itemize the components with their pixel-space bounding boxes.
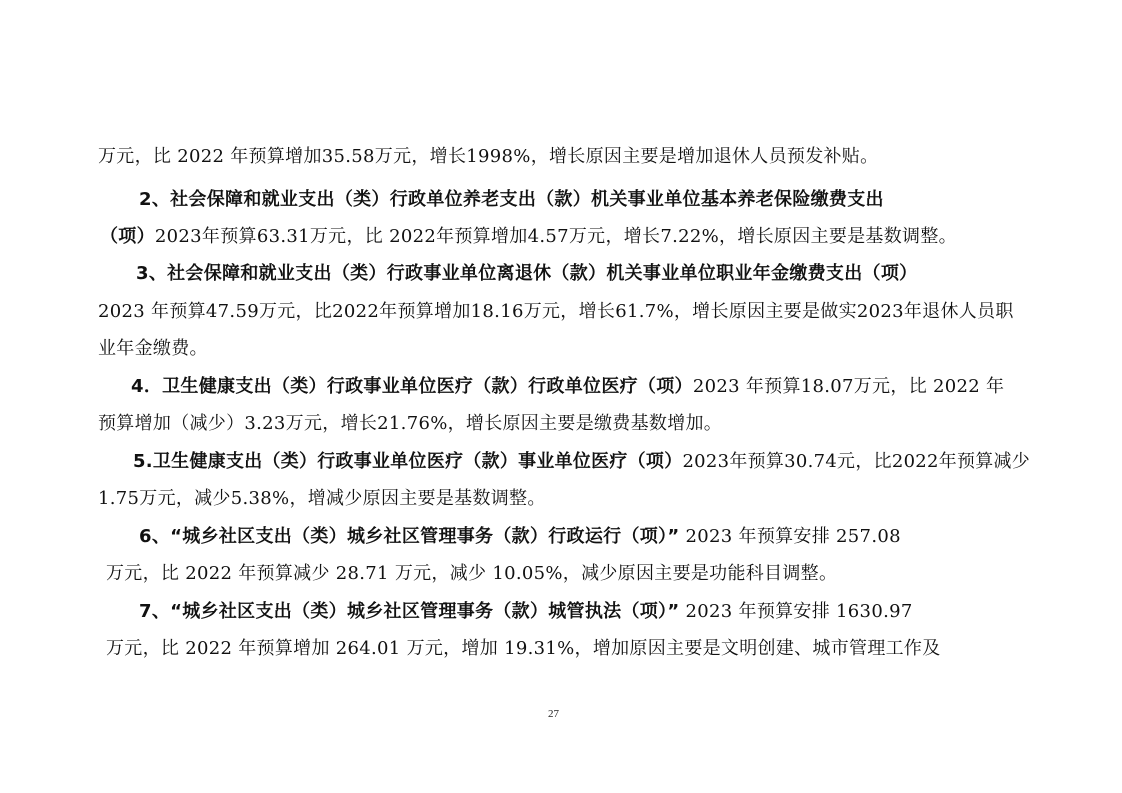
paragraph-line: 业年金缴费。 xyxy=(98,338,208,359)
paragraph-line: 万元，比 2022 年预算增加35.58万元，增长1998%，增长原因主要是增加退休人员预发补贴。 xyxy=(98,146,879,167)
paragraph-line: 4．卫生健康支出（类）行政事业单位医疗（款）行政单位医疗（项）2023 年预算18.07万元，比 2022 年 xyxy=(131,376,1005,397)
paragraph-heading: 2、社会保障和就业支出（类）行政单位养老支出（款）机关事业单位基本养老保险缴费支出 xyxy=(139,189,884,210)
paragraph-line: （项）2023年预算63.31万元，比 2022年预算增加4.57万元，增长7.22%，增长原因主要是基数调整。 xyxy=(100,226,957,247)
paragraph-line: 2023 年预算47.59万元，比2022年预算增加18.16万元，增长61.7%，增长原因主要是做实2023年退休人员职 xyxy=(98,301,1014,322)
paragraph-line: 7、“城乡社区支出（类）城乡社区管理事务（款）城管执法（项）” 2023 年预算安排 1630.97 xyxy=(139,601,913,622)
paragraph-line: 6、“城乡社区支出（类）城乡社区管理事务（款）行政运行（项）” 2023 年预算安排 257.08 xyxy=(139,526,901,547)
paragraph-line: 万元，比 2022 年预算增加 264.01 万元，增加 19.31%，增加原因主要是文明创建、城市管理工作及 xyxy=(106,638,941,659)
paragraph-line: 5.卫生健康支出（类）行政事业单位医疗（款）事业单位医疗（项）2023年预算30.74元，比2022年预算减少 xyxy=(133,451,1031,472)
paragraph-heading: 3、社会保障和就业支出（类）行政事业单位离退休（款）机关事业单位职业年金缴费支出（项） xyxy=(136,263,918,284)
paragraph-line: 预算增加（减少）3.23万元，增长21.76%，增长原因主要是缴费基数增加。 xyxy=(98,413,723,434)
paragraph-line: 1.75万元，减少5.38%，增减少原因主要是基数调整。 xyxy=(98,488,546,509)
paragraph-line: 万元，比 2022 年预算减少 28.71 万元，减少 10.05%，减少原因主要是功能科目调整。 xyxy=(106,563,838,584)
page-number: 27 xyxy=(548,708,559,720)
